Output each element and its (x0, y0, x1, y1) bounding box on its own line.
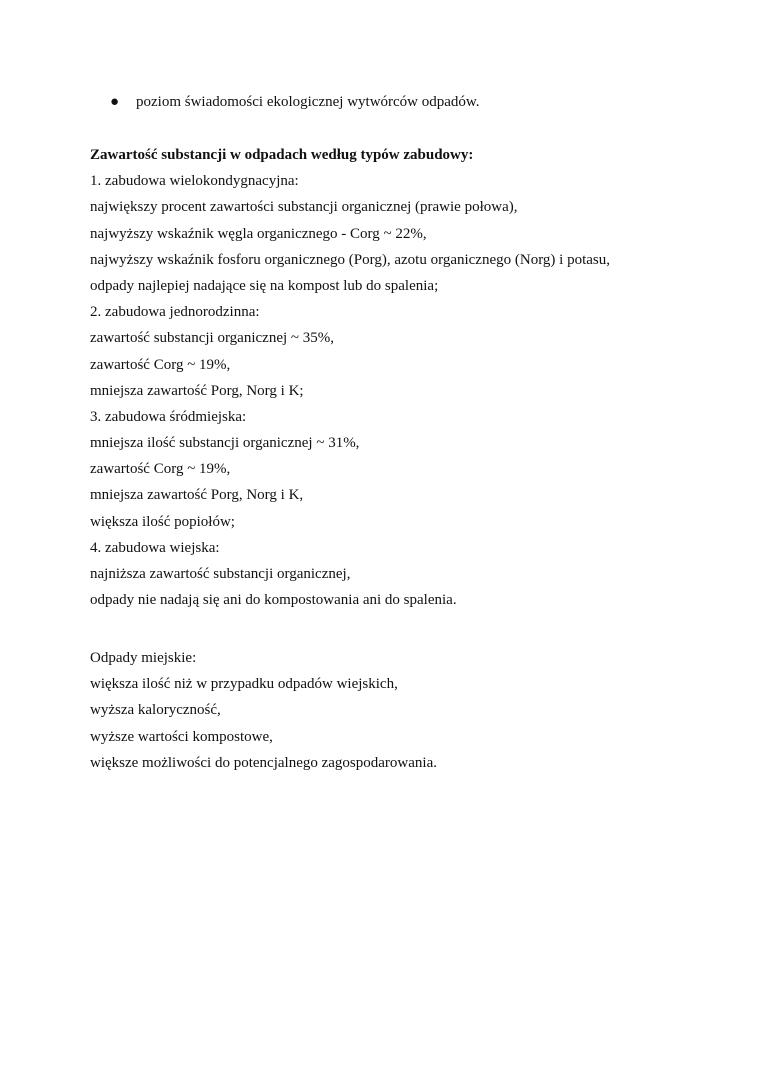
paragraph-line: 4. zabudowa wiejska: (90, 539, 220, 556)
substances-heading: Zawartość substancji w odpadach według typów zabudowy: (90, 147, 474, 163)
paragraph-line: odpady najlepiej nadające się na kompost lub do spalenia; (90, 277, 439, 294)
paragraph-line: 3. zabudowa śródmiejska: (90, 408, 247, 425)
bullet-text: poziom świadomości ekologicznej wytwórców odpadów. (136, 94, 480, 110)
bullet-marker: ● (110, 94, 120, 110)
urban-waste-section (90, 645, 437, 776)
paragraph-line: zawartość Corg ~ 19%, (90, 461, 231, 478)
paragraph-line: zawartość substancji organicznej ~ 35%, (90, 330, 335, 347)
paragraph-line: najwyższy wskaźnik fosforu organicznego (Porg), azotu organicznego (Norg) i potasu, (90, 251, 610, 268)
bullet-item (110, 89, 480, 115)
paragraph-line: większe możliwości do potencjalnego zagospodarowania. (90, 754, 437, 771)
paragraph-line: większa ilość niż w przypadku odpadów wiejskich, (90, 676, 398, 693)
paragraph-line: najwyższy wskaźnik węgla organicznego - Corg ~ 22%, (90, 225, 427, 242)
paragraph-line: 2. zabudowa jednorodzinna: (90, 304, 260, 321)
paragraph-line: największy procent zawartości substancji organicznej (prawie połowa), (90, 199, 518, 216)
paragraph-line: mniejsza ilość substancji organicznej ~ 31%, (90, 435, 360, 452)
paragraph-line: większa ilość popiołów; (90, 513, 235, 530)
paragraph-line: zawartość Corg ~ 19%, (90, 356, 231, 373)
urban-waste-heading: Odpady miejskie: (90, 650, 197, 666)
substances-section (90, 142, 610, 613)
paragraph-line: wyższa kaloryczność, (90, 702, 221, 719)
paragraph-line: mniejsza zawartość Porg, Norg i K, (90, 487, 304, 504)
paragraph-line: odpady nie nadają się ani do kompostowania ani do spalenia. (90, 592, 457, 609)
paragraph-line: mniejsza zawartość Porg, Norg i K; (90, 382, 304, 399)
paragraph-line: wyższe wartości kompostowe, (90, 728, 273, 745)
paragraph-line: 1. zabudowa wielokondygnacyjna: (90, 173, 299, 190)
paragraph-line: najniższa zawartość substancji organicznej, (90, 566, 351, 582)
